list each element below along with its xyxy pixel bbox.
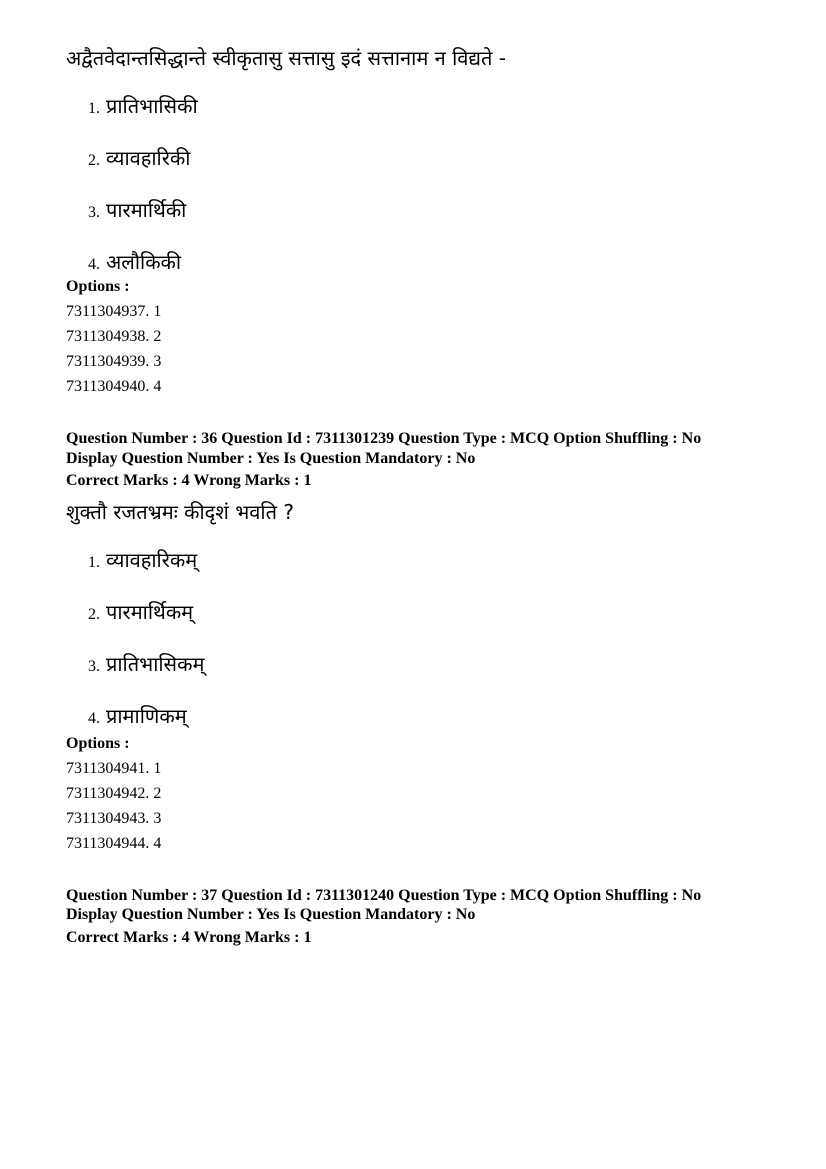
choice-4 bbox=[88, 248, 198, 278]
choice-number: 1. bbox=[88, 554, 100, 571]
option-id: 7311304941. 1 bbox=[66, 760, 162, 777]
choice-text: पारमार्थिकी bbox=[106, 198, 187, 222]
option-id: 7311304940. 4 bbox=[66, 378, 162, 395]
option-id: 7311304937. 1 bbox=[66, 303, 162, 320]
choice-text: अलौकिकी bbox=[106, 250, 182, 274]
choice-text: पारमार्थिकम् bbox=[106, 600, 194, 624]
question-37-meta-1: Question Number : 37 Question Id : 7311301240 Question Type : MCQ Option Shuffling : No bbox=[66, 887, 702, 904]
question-36-meta-1: Question Number : 36 Question Id : 7311301239 Question Type : MCQ Option Shuffling : No bbox=[66, 430, 702, 447]
choice-number: 4. bbox=[88, 710, 100, 727]
options-label: Options : bbox=[66, 278, 130, 295]
choice-2 bbox=[88, 598, 204, 650]
choice-text: प्रातिभासिकी bbox=[106, 94, 198, 118]
question-37-marks: Correct Marks : 4 Wrong Marks : 1 bbox=[66, 929, 312, 946]
question-35-choices bbox=[88, 92, 198, 278]
option-id: 7311304939. 3 bbox=[66, 353, 162, 370]
choice-text: व्यावहारिकम् bbox=[106, 548, 198, 572]
option-id: 7311304943. 3 bbox=[66, 810, 162, 827]
choice-2 bbox=[88, 144, 198, 196]
question-36-marks: Correct Marks : 4 Wrong Marks : 1 bbox=[66, 472, 312, 489]
choice-1 bbox=[88, 546, 204, 598]
choice-number: 4. bbox=[88, 256, 100, 273]
question-37-meta-2: Display Question Number : Yes Is Question Mandatory : No bbox=[66, 906, 476, 923]
options-label: Options : bbox=[66, 735, 130, 752]
choice-number: 1. bbox=[88, 100, 100, 117]
question-36-text: शुक्तौ रजतभ्रमः कीदृशं भवति ? bbox=[66, 500, 294, 524]
option-id: 7311304944. 4 bbox=[66, 835, 162, 852]
choice-3 bbox=[88, 196, 198, 248]
choice-number: 2. bbox=[88, 606, 100, 623]
question-36-choices bbox=[88, 546, 204, 732]
choice-number: 3. bbox=[88, 204, 100, 221]
choice-text: व्यावहारिकी bbox=[106, 146, 191, 170]
option-id: 7311304942. 2 bbox=[66, 785, 162, 802]
question-36-meta-2: Display Question Number : Yes Is Question Mandatory : No bbox=[66, 450, 476, 467]
option-id: 7311304938. 2 bbox=[66, 328, 162, 345]
choice-1 bbox=[88, 92, 198, 144]
choice-text: प्रामाणिकम् bbox=[106, 704, 187, 728]
choice-text: प्रातिभासिकम् bbox=[106, 652, 205, 676]
choice-3 bbox=[88, 650, 204, 702]
choice-number: 2. bbox=[88, 152, 100, 169]
question-35-text: अद्वैतवेदान्तसिद्धान्ते स्वीकृतासु सत्तासु इदं सत्तानाम न विद्यते - bbox=[66, 46, 506, 70]
choice-number: 3. bbox=[88, 658, 100, 675]
choice-4 bbox=[88, 702, 204, 732]
